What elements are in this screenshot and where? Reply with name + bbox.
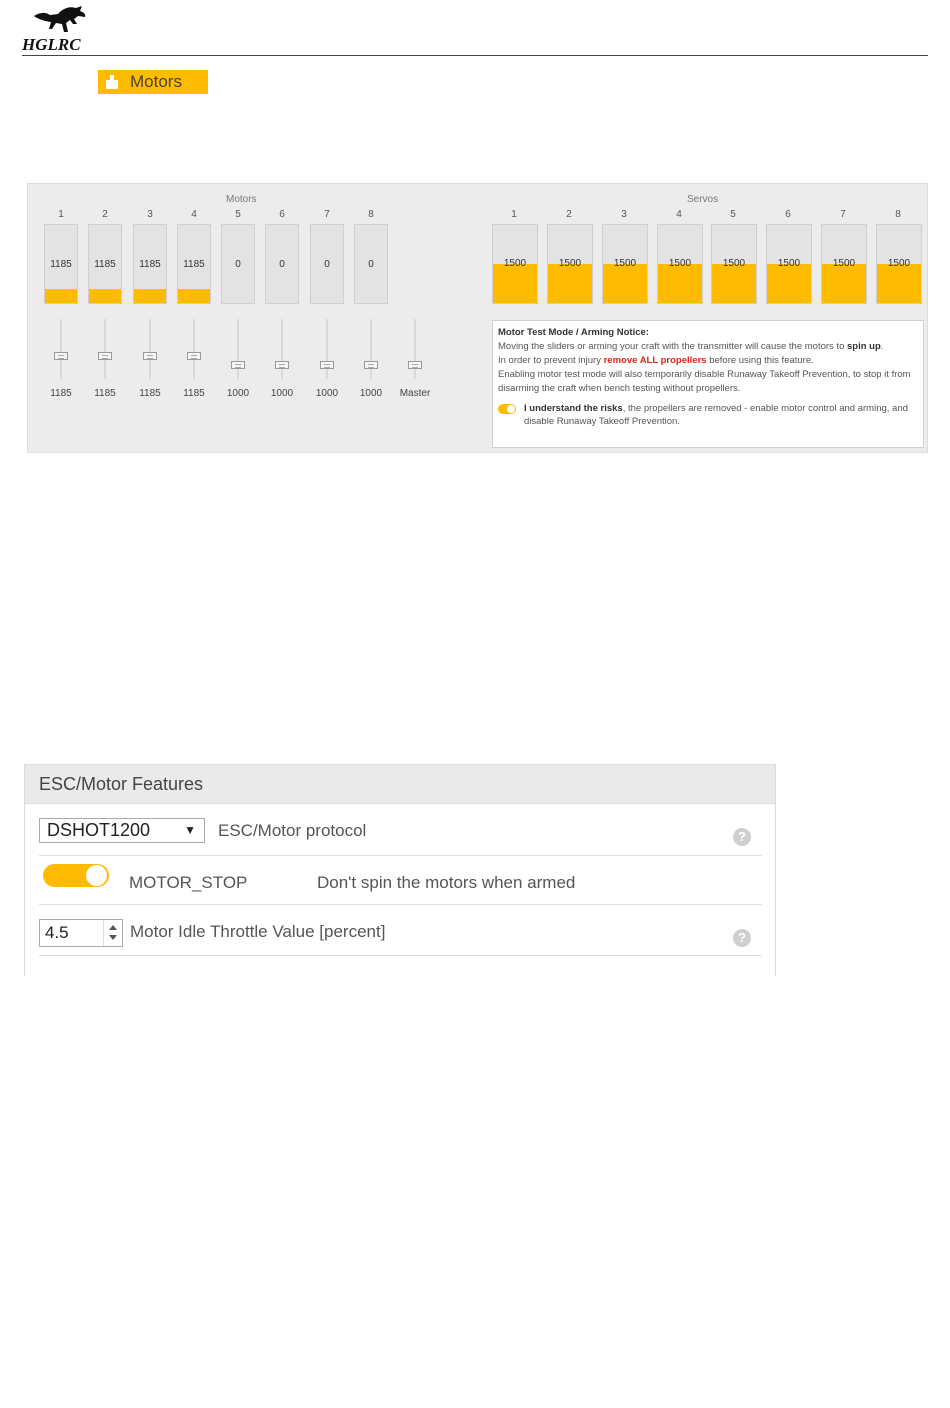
servo-meter-value: 1500 — [503, 258, 527, 269]
notice-line-3: Enabling motor test mode will also temporarily disable Runaway Takeoff Prevention, to stop it from disarming the craft when bench testing without propellers. — [498, 368, 911, 394]
servo-meter — [602, 224, 648, 304]
motor-slider-track[interactable] — [193, 319, 195, 379]
motor-stop-label: MOTOR_STOP — [129, 873, 248, 892]
esc-protocol-label: ESC/Motor protocol — [218, 821, 367, 840]
spinner-arrows[interactable] — [103, 920, 122, 946]
motor-meter — [133, 224, 167, 304]
esc-motor-features-panel — [24, 764, 776, 976]
header-divider — [22, 55, 928, 56]
help-icon[interactable]: ? — [733, 929, 751, 947]
motor-idle-row — [39, 904, 762, 956]
motor-slider-value: 1000 — [226, 388, 250, 399]
servo-meter — [876, 224, 922, 304]
section-title-text: Motors — [130, 72, 182, 91]
remove-propellers-warning: remove ALL propellers — [603, 354, 707, 366]
master-slider-track[interactable] — [414, 319, 416, 379]
brand-name: HGLRC — [22, 35, 81, 54]
motor-number: 6 — [279, 209, 285, 220]
motor-slider-value: 1185 — [183, 388, 205, 399]
motor-slider-thumb[interactable] — [231, 361, 245, 369]
motor-slider-track[interactable] — [237, 319, 239, 379]
motor-stop-toggle[interactable] — [43, 864, 109, 887]
motor-meter-value: 0 — [235, 259, 241, 270]
master-slider-label: Master — [399, 388, 431, 399]
motor-meter — [354, 224, 388, 304]
servo-meter-value: 1500 — [668, 258, 692, 269]
servo-meter — [821, 224, 867, 304]
motor-test-panel — [27, 183, 928, 453]
esc-panel-title: ESC/Motor Features — [25, 765, 775, 804]
motor-meter-value: 1185 — [139, 259, 161, 270]
servo-meter-value: 1500 — [558, 258, 582, 269]
servo-number: 5 — [730, 209, 736, 220]
motor-meter — [44, 224, 78, 304]
motor-slider-value: 1185 — [50, 388, 72, 399]
motor-slider-value: 1000 — [315, 388, 339, 399]
motor-slider-thumb[interactable] — [143, 352, 157, 360]
servo-meter — [492, 224, 538, 304]
motor-meter-value: 0 — [324, 259, 330, 270]
servo-meter — [766, 224, 812, 304]
servo-meter-value: 1500 — [722, 258, 746, 269]
motor-meter-value: 0 — [279, 259, 285, 270]
motor-number: 1 — [58, 209, 64, 220]
motor-meter-fill — [45, 289, 77, 303]
motor-slider-value: 1185 — [94, 388, 116, 399]
motor-meter-fill — [178, 289, 210, 303]
motor-slider-thumb[interactable] — [320, 361, 334, 369]
servo-meter-value: 1500 — [777, 258, 801, 269]
servo-number: 6 — [785, 209, 791, 220]
brand-logo — [22, 2, 94, 54]
motor-meter-value: 1185 — [94, 259, 116, 270]
risk-acknowledgement — [498, 402, 918, 430]
motor-number: 2 — [102, 209, 108, 220]
servo-meter — [657, 224, 703, 304]
motor-meter-value: 0 — [368, 259, 374, 270]
dinosaur-icon — [30, 2, 88, 36]
motor-slider-value: 1185 — [139, 388, 161, 399]
caret-down-icon: ▼ — [184, 823, 196, 837]
servo-number: 1 — [511, 209, 517, 220]
motor-meter-value: 1185 — [50, 259, 72, 270]
motor-meter-fill — [134, 289, 166, 303]
motor-number: 5 — [235, 209, 241, 220]
ack-text: , the propellers are removed - enable motor control and arming, and disable Runaway Takeoff Prevention. — [524, 402, 908, 428]
motor-stop-description: Don't spin the motors when armed — [317, 873, 576, 892]
motor-meter — [177, 224, 211, 304]
motor-meter — [265, 224, 299, 304]
motor-idle-label: Motor Idle Throttle Value [percent] — [130, 922, 386, 941]
motor-test-notice — [492, 320, 924, 448]
motor-slider-track[interactable] — [370, 319, 372, 379]
section-title-motors — [98, 70, 208, 94]
motor-number: 3 — [147, 209, 153, 220]
notice-line-2: In order to prevent injury remove ALL propellers before using this feature. — [498, 354, 814, 366]
notice-title: Motor Test Mode / Arming Notice: — [498, 327, 649, 338]
motor-meter-fill — [89, 289, 121, 303]
motor-slider-track[interactable] — [149, 319, 151, 379]
motor-number: 8 — [368, 209, 374, 220]
servo-number: 4 — [676, 209, 682, 220]
motors-group-title: Motors — [226, 194, 257, 205]
servo-meter-value: 1500 — [832, 258, 856, 269]
help-icon[interactable]: ? — [733, 828, 751, 846]
servo-meter-value: 1500 — [887, 258, 911, 269]
motor-slider-thumb[interactable] — [54, 352, 68, 360]
motor-slider-track[interactable] — [60, 319, 62, 379]
motor-number: 7 — [324, 209, 330, 220]
motor-slider-thumb[interactable] — [364, 361, 378, 369]
servo-meter-fill — [767, 264, 811, 303]
motor-slider-thumb[interactable] — [187, 352, 201, 360]
arrow-up-icon[interactable] — [109, 925, 117, 930]
arrow-down-icon[interactable] — [109, 935, 117, 940]
servo-meter-fill — [493, 264, 537, 303]
esc-protocol-row — [39, 805, 762, 856]
master-slider-thumb[interactable] — [408, 361, 422, 369]
motor-stop-row — [39, 855, 762, 905]
motor-idle-value: 4.5 — [45, 923, 69, 942]
esc-protocol-select[interactable] — [39, 818, 205, 843]
ack-bold: I understand the risks — [524, 402, 623, 414]
understand-risks-toggle[interactable] — [498, 404, 516, 414]
motor-number: 4 — [191, 209, 197, 220]
esc-protocol-value: DSHOT1200 — [47, 820, 151, 840]
servo-meter-fill — [658, 264, 702, 303]
servo-meter-fill — [877, 264, 921, 303]
motor-icon — [106, 75, 118, 89]
servo-number: 2 — [566, 209, 572, 220]
toggle-knob — [86, 865, 107, 886]
servo-meter-fill — [603, 264, 647, 303]
motor-meter-value: 1185 — [183, 259, 205, 270]
motor-meter — [221, 224, 255, 304]
servo-meter-fill — [548, 264, 592, 303]
servo-number: 7 — [840, 209, 846, 220]
motor-idle-input[interactable] — [39, 919, 123, 947]
servos-group-title: Servos — [687, 194, 719, 205]
motor-slider-track[interactable] — [326, 319, 328, 379]
servo-meter-value: 1500 — [613, 258, 637, 269]
motor-meter — [88, 224, 122, 304]
motor-slider-value: 1000 — [270, 388, 294, 399]
servo-number: 8 — [895, 209, 901, 220]
motor-slider-value: 1000 — [359, 388, 383, 399]
motor-meter — [310, 224, 344, 304]
servo-meter — [547, 224, 593, 304]
servo-number: 3 — [621, 209, 627, 220]
servo-meter-fill — [822, 264, 866, 303]
motor-slider-track[interactable] — [104, 319, 106, 379]
motor-slider-thumb[interactable] — [275, 361, 289, 369]
motor-slider-thumb[interactable] — [98, 352, 112, 360]
servo-meter-fill — [712, 264, 756, 303]
servo-meter — [711, 224, 757, 304]
notice-line-1: Moving the sliders or arming your craft with the transmitter will cause the motors to spin up. — [498, 340, 884, 352]
motor-slider-track[interactable] — [281, 319, 283, 379]
